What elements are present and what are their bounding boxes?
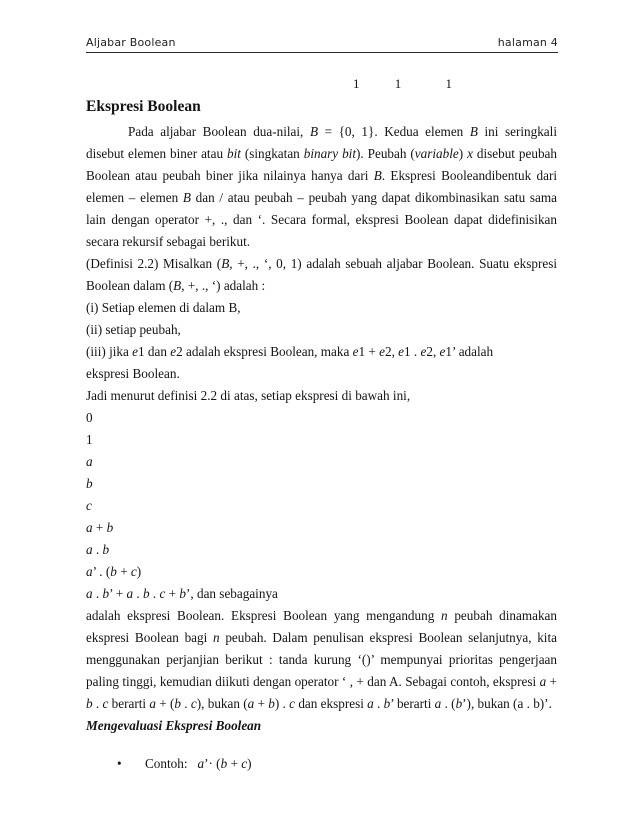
bullet-label: Contoh: <box>145 756 188 771</box>
expression-line: c <box>86 498 92 513</box>
superscript-one: 1 <box>353 76 360 91</box>
intro-paragraph: Pada aljabar Boolean dua-nilai, B = {0, 1}. Kedua elemen B ini seringkali disebut elemen biner atau bit (singkatan binary bit). Peubah (variable) x disebut peubah Boolean atau peubah biner jika nilainya hanya dari B. Ekspresi Booleandibentuk dari elemen – elemen B dan / atau peubah – peubah yang dapat dikombinasikan satu sama lain dengan operator +, ., dan ‘. Secara formal, ekspresi Boolean dapat didefinisikan secara rekursif sebagai berikut. <box>86 124 558 249</box>
expression-line: a’ . (b + c) <box>86 564 142 579</box>
list-item-ii: (ii) setiap peubah, <box>86 322 181 337</box>
expression-line: a . b’ + a . b . c + b’, dan sebagainya <box>86 586 278 601</box>
definition-paragraph: (Definisi 2.2) Misalkan (B, +, ., ‘, 0, 1) adalah sebuah aljabar Boolean. Suatu ekspresi Boolean dalam (B, +, ., ‘) adalah : <box>86 256 557 293</box>
superscript-one: 1 <box>445 76 452 91</box>
expression-line: b <box>86 476 93 491</box>
expression-line: a . b <box>86 542 110 557</box>
bullet-item <box>86 753 557 775</box>
bullet-icon: • <box>117 756 122 771</box>
section-heading: Ekspresi Boolean <box>86 98 201 115</box>
subsection-heading: Mengevaluasi Ekspresi Boolean <box>86 718 262 733</box>
expression-line: 1 <box>86 432 93 447</box>
page-content <box>86 95 557 775</box>
list-item-iii-continuation: ekspresi Boolean. <box>86 366 180 381</box>
expression-line: 0 <box>86 410 93 425</box>
page-header <box>86 36 558 53</box>
expression-line: a <box>86 454 93 469</box>
superscript-one: 1 <box>394 76 402 91</box>
list-item-iii: (iii) jika e1 dan e2 adalah ekspresi Boolean, maka e1 + e2, e1 . e2, e1’ adalah <box>86 344 494 359</box>
jadi-line: Jadi menurut definisi 2.2 di atas, setiap ekspresi di bawah ini, <box>86 388 411 403</box>
bullet-expression: a’· (b + c) <box>197 756 252 771</box>
list-item-i: (i) Setiap elemen di dalam B, <box>86 300 241 315</box>
expression-line: a + b <box>86 520 114 535</box>
closing-paragraph: adalah ekspresi Boolean. Ekspresi Boolean yang mengandung n peubah dinamakan ekspresi Boolean bagi n peubah. Dalam penulisan ekspresi Boolean selanjutnya, kita menggunakan perjanjian berikut : tanda kurung ‘()’ mempunyai prioritas pengerjaan paling tinggi, kemudian diikuti dengan operator ‘ , + dan A. Sebagai contoh, ekspresi a + b . c berarti a + (b . c), bukan (a + b) . c dan ekspresi a . b’ berarti a . (b’), bukan (a . b)’. <box>86 608 557 711</box>
superscript-row <box>353 73 638 95</box>
header-page-number: halaman 4 <box>497 36 558 49</box>
header-title: Aljabar Boolean <box>86 36 176 49</box>
